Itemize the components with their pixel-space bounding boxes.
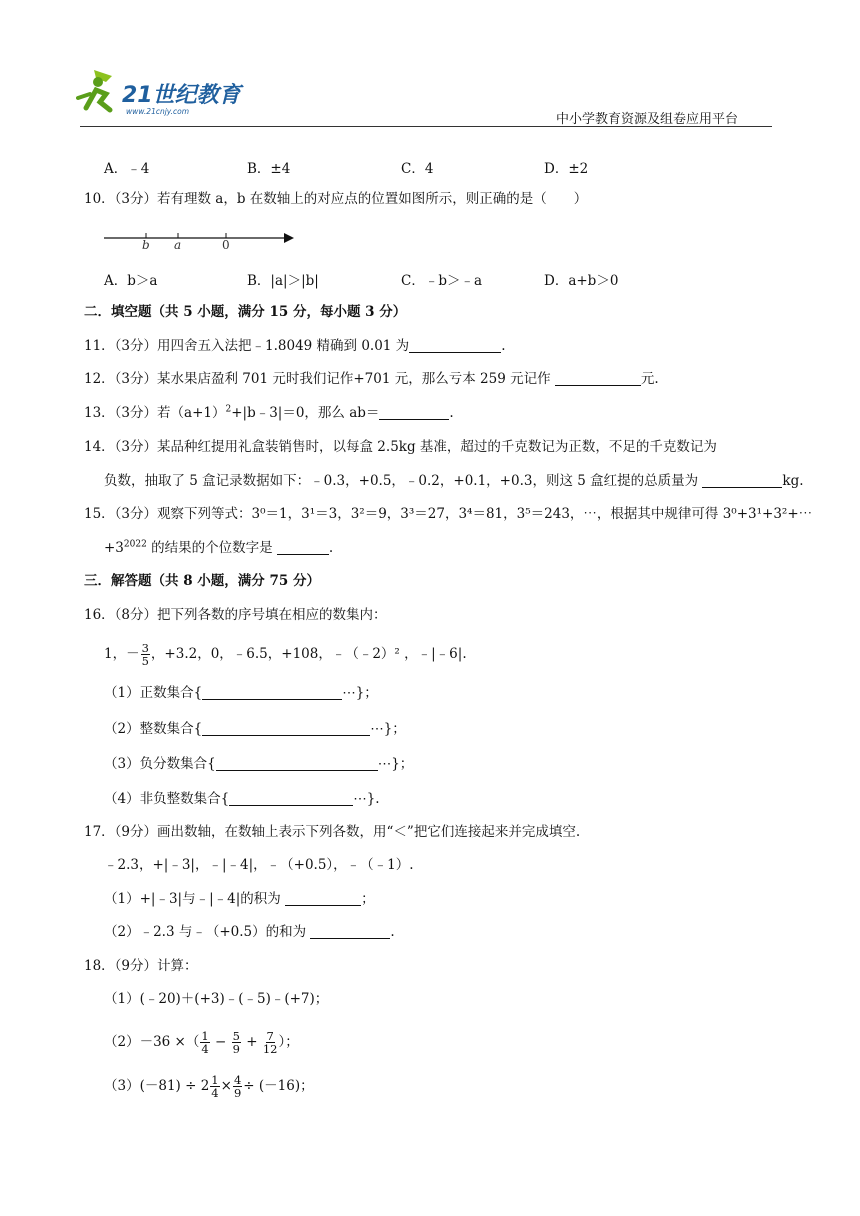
q12: 12．（3分）某水果店盈利 701 元时我们记作+701 元，那么亏本 259 元记作 元. — [84, 371, 659, 387]
q18-stem: 18．（9分）计算： — [84, 958, 198, 974]
q17-part2: （2）﹣2.3 与﹣（+0.5）的和为 . — [104, 924, 395, 940]
q18-part3: （3）(－81) ÷ 2 $\frac{1}{4}$ × $\frac{4}{9}$ ÷ (－16)； — [104, 1073, 314, 1100]
q10-number-line — [104, 227, 294, 251]
q17-stem: 17．（9分）画出数轴，在数轴上表示下列各数，用“＜”把它们连接起来并完成填空. — [84, 824, 581, 840]
q16-set-3: （3）负分数集合{ ⋯}； — [104, 756, 414, 772]
numline-label-0: 0 — [222, 238, 230, 251]
q16-set-4: （4）非负整数集合{ ⋯}. — [104, 791, 380, 807]
site-logo — [76, 68, 276, 118]
q18-part1: （1）(﹣20)＋(+3)﹣(﹣5)﹣(+7)； — [104, 991, 329, 1007]
site-name: 中小学教育资源及组卷应用平台 — [556, 112, 739, 127]
q16-set-2: （2）整数集合{ ⋯}； — [104, 721, 406, 737]
q10-option-b: B．|a|＞|b| — [247, 273, 319, 289]
numline-label-b: b — [142, 238, 150, 251]
q9-option-d: D．±2 — [544, 161, 589, 177]
q13: 13．（3分）若$(a+1)^2+|b﹣3|=0$，那么 ab＝ . — [84, 404, 454, 421]
q17-numbers: ﹣2.3，+|﹣3|，﹣|﹣4|，﹣（+0.5），﹣（﹣1）. — [104, 857, 414, 873]
q9-option-a: A．﹣4 — [104, 161, 150, 177]
q12-blank — [555, 371, 641, 386]
q16-numbers: 1，－ $\frac{3}{5}$ ，+3.2，0，﹣6.5，+108，﹣（﹣2）² ，﹣|﹣6|. — [104, 641, 467, 668]
q16-set-1: （1）正数集合{ ⋯}； — [104, 685, 378, 701]
q11: 11．（3分）用四舍五入法把﹣1.8049 精确到 0.01 为 . — [84, 338, 506, 354]
q10-stem: 10．（3分）若有理数 a，b 在数轴上的对应点的位置如图所示，则正确的是（ ） — [84, 191, 588, 207]
q15-line2: $+3^{2022}$ 的结果的个位数字是 . — [104, 539, 334, 556]
section2-heading: 二．填空题（共 5 小题，满分 15 分，每小题 3 分） — [84, 304, 407, 320]
q14-line2: 负数，抽取了 5 盒记录数据如下：﹣0.3，+0.5，﹣0.2，+0.1，+0.3，则这 5 盒红提的总质量为 kg. — [104, 473, 804, 489]
q15-blank — [277, 540, 329, 555]
logo-url: www.21cnjy.com — [126, 107, 190, 116]
numline-label-a: a — [174, 238, 182, 251]
section3-heading: 三．解答题（共 8 小题，满分 75 分） — [84, 573, 320, 589]
q16-fraction: $\frac{3}{5}$ — [141, 641, 149, 668]
q16-stem: 16．（8分）把下列各数的序号填在相应的数集内： — [84, 607, 387, 623]
q13-blank — [379, 405, 449, 420]
header-divider — [80, 126, 772, 127]
q17-part1: （1）+|﹣3|与﹣|﹣4|的积为 ； — [104, 891, 375, 907]
q18-part2: （2）－36 ×（ $\frac{1}{4}$ − $\frac{5}{9}$ + $\frac{7}{12}$ ）； — [104, 1029, 299, 1056]
q10-option-c: C．﹣b＞﹣a — [401, 273, 483, 289]
logo-text: 21世纪教育 — [122, 83, 241, 108]
q10-option-a: A．b＞a — [104, 273, 158, 289]
q14-blank — [702, 473, 782, 488]
q9-option-b: B．±4 — [247, 161, 291, 177]
q9-option-c: C．4 — [401, 161, 434, 177]
q11-blank — [409, 338, 501, 353]
q15-line1: 15．（3分）观察下列等式：3⁰＝1，3¹＝3，3²＝9，3³＝27，3⁴＝81，3⁵＝243，⋯，根据其中规律可得 3⁰+3¹+3²+⋯ — [84, 506, 813, 522]
q10-option-d: D．a+b＞0 — [544, 273, 619, 289]
q14-line1: 14．（3分）某品种红提用礼盒装销售时，以每盒 2.5kg 基准，超过的千克数记为正数，不足的千克数记为 — [84, 439, 717, 455]
